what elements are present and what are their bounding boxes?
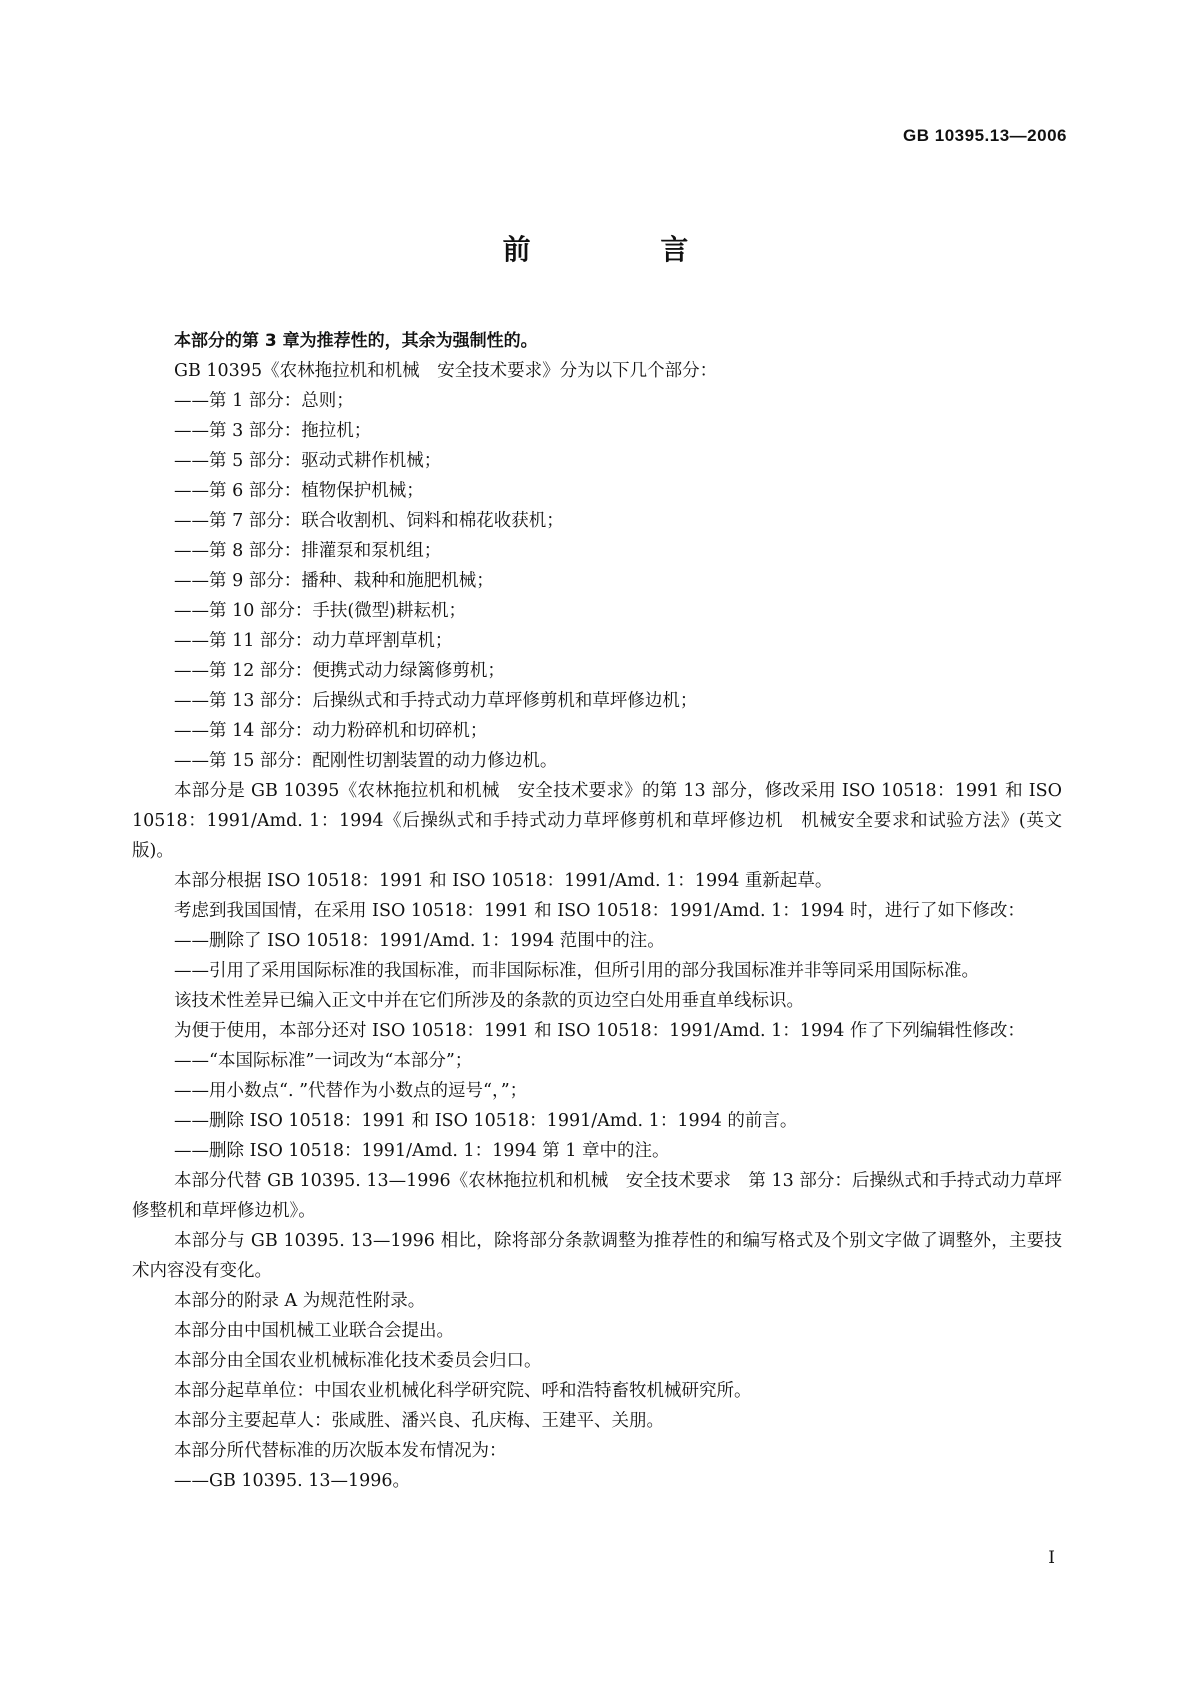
text-line: ——第 9 部分：播种、栽种和施肥机械； (174, 571, 494, 591)
text-line: 本部分的第 3 章为推荐性的，其余为强制性的。 (174, 331, 538, 351)
text-line: ——第 1 部分：总则； (174, 391, 354, 411)
text-line: GB 10395《农林拖拉机和机械 安全技术要求》分为以下几个部分： (174, 361, 718, 381)
text-line: ——第 6 部分：植物保护机械； (174, 481, 424, 501)
text-line: ——“本国际标准”一词改为“本部分”； (174, 1051, 473, 1071)
text-line: 为便于使用，本部分还对 ISO 10518：1991 和 ISO 10518：1991/Amd. 1：1994 作了下列编辑性修改： (174, 1021, 1025, 1041)
text-line: ——第 11 部分：动力草坪割草机； (174, 631, 453, 651)
text-line: 本部分主要起草人：张咸胜、潘兴良、孔庆梅、王建平、关朋。 (174, 1411, 664, 1431)
text-line: ——第 8 部分：排灌泵和泵机组； (174, 541, 442, 561)
text-line: ——第 15 部分：配刚性切割装置的动力修边机。 (174, 751, 558, 771)
text-line: ——删除了 ISO 10518：1991/Amd. 1：1994 范围中的注。 (174, 931, 665, 951)
text-line: 本部分的附录 A 为规范性附录。 (174, 1291, 426, 1311)
text-line: ——第 7 部分：联合收割机、饲料和棉花收获机； (174, 511, 564, 531)
text-line: ——第 5 部分：驱动式耕作机械； (174, 451, 442, 471)
page-title: 前 言 (502, 233, 749, 266)
text-line: ——用小数点“. ”代替作为小数点的逗号“，”； (174, 1081, 528, 1101)
page-number: I (1048, 1548, 1055, 1568)
text-line: 本部分由中国机械工业联合会提出。 (174, 1321, 454, 1341)
text-line: ——删除 ISO 10518：1991 和 ISO 10518：1991/Amd. 1：1994 的前言。 (174, 1111, 798, 1131)
paragraph: 本部分是 GB 10395《农林拖拉机和机械 安全技术要求》的第 13 部分，修改采用 ISO 10518：1991 和 ISO 10518：1991/Amd. 1：1994《后操纵式和手持式动力草坪修剪机和草坪修边机 机械安全要求和试验方法》(英文版)。 (132, 781, 1062, 861)
text-line: 本部分起草单位：中国农业机械化科学研究院、呼和浩特畜牧机械研究所。 (174, 1381, 752, 1401)
text-line: 本部分根据 ISO 10518：1991 和 ISO 10518：1991/Amd. 1：1994 重新起草。 (174, 871, 833, 891)
text-line: ——删除 ISO 10518：1991/Amd. 1：1994 第 1 章中的注。 (174, 1141, 670, 1161)
foreword-body (132, 326, 1062, 1496)
text-line: ——第 10 部分：手扶(微型)耕耘机； (174, 601, 467, 621)
standard-number: GB 10395.13—2006 (903, 126, 1067, 145)
text-line: 本部分由全国农业机械标准化技术委员会归口。 (174, 1351, 542, 1371)
text-line: ——第 14 部分：动力粉碎机和切碎机； (174, 721, 488, 741)
text-line: 考虑到我国国情，在采用 ISO 10518：1991 和 ISO 10518：1991/Amd. 1：1994 时，进行了如下修改： (174, 901, 1025, 921)
text-line: ——引用了采用国际标准的我国标准，而非国际标准，但所引用的部分我国标准并非等同采用国际标准。 (174, 961, 979, 981)
paragraph: 本部分与 GB 10395. 13—1996 相比，除将部分条款调整为推荐性的和编写格式及个别文字做了调整外，主要技术内容没有变化。 (132, 1231, 1062, 1281)
text-line: ——第 12 部分：便携式动力绿篱修剪机； (174, 661, 505, 681)
text-line: ——第 3 部分：拖拉机； (174, 421, 372, 441)
text-line: ——第 13 部分：后操纵式和手持式动力草坪修剪机和草坪修边机； (174, 691, 698, 711)
text-line: 该技术性差异已编入正文中并在它们所涉及的条款的页边空白处用垂直单线标识。 (174, 991, 804, 1011)
text-line: 本部分所代替标准的历次版本发布情况为： (174, 1441, 507, 1461)
text-line: ——GB 10395. 13—1996。 (174, 1471, 411, 1491)
paragraph: 本部分代替 GB 10395. 13—1996《农林拖拉机和机械 安全技术要求 第 13 部分：后操纵式和手持式动力草坪修整机和草坪修边机》。 (132, 1171, 1062, 1221)
